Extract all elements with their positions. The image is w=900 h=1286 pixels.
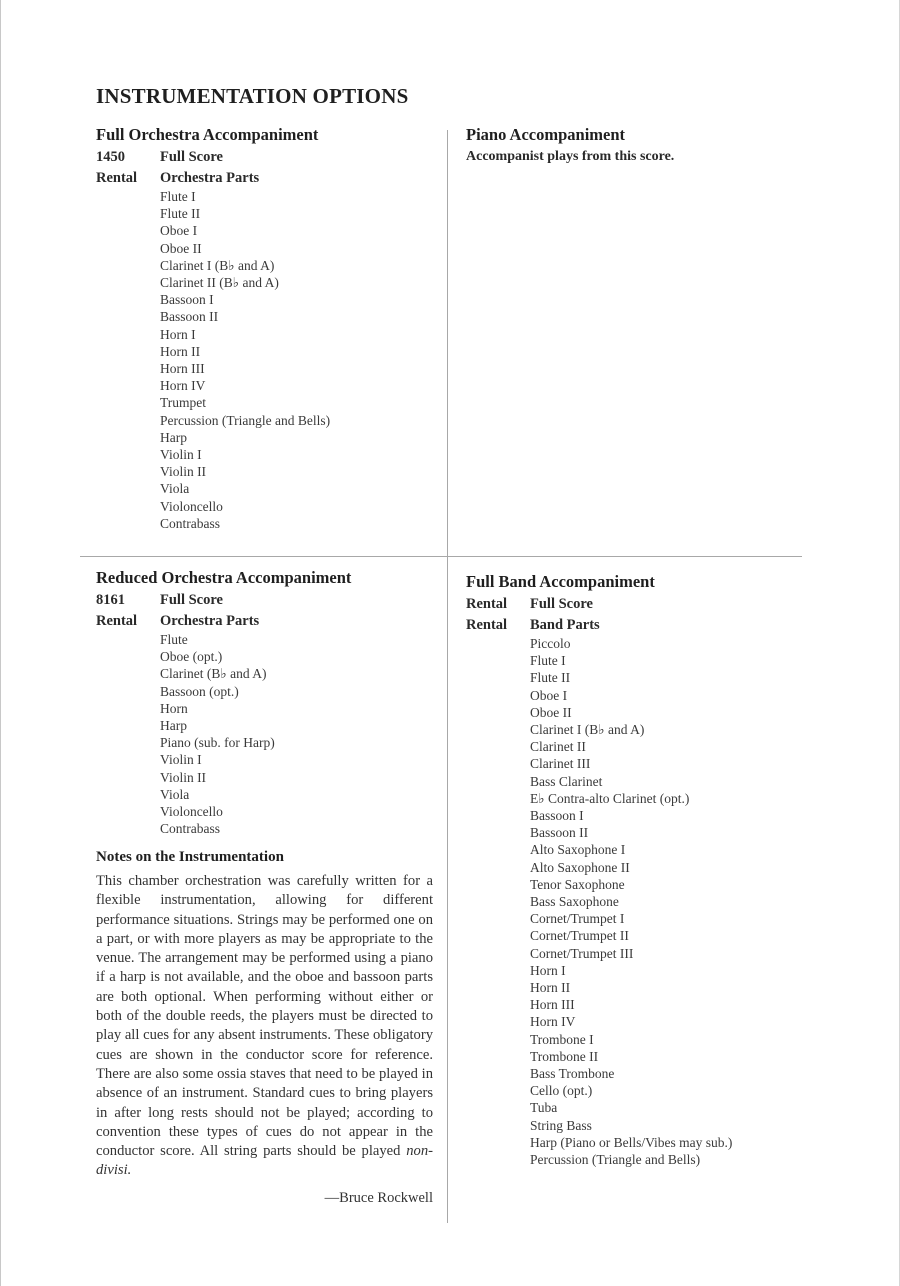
part-item: Cornet/Trumpet I: [530, 911, 625, 927]
item-code: 8161: [96, 592, 125, 608]
part-item: Violoncello: [160, 498, 223, 514]
notes-emphasis: non-divisi.: [96, 1143, 433, 1179]
part-item: Horn III: [160, 361, 205, 377]
part-item: Trombone I: [530, 1031, 594, 1047]
part-item: Clarinet I (B♭ and A): [530, 722, 645, 738]
parts-list: [96, 631, 351, 837]
item-code: Rental: [466, 617, 508, 633]
score-row: [96, 147, 330, 167]
part-item: Horn: [160, 700, 188, 716]
part-item: Horn I: [530, 962, 566, 978]
part-item: Oboe I: [160, 223, 198, 239]
part-item: Horn II: [160, 343, 201, 359]
page-title: INSTRUMENTATION OPTIONS: [96, 84, 409, 108]
part-item: Horn I: [160, 326, 196, 342]
part-item: Percussion (Triangle and Bells): [530, 1152, 701, 1168]
part-item: Flute I: [160, 189, 196, 204]
part-item: Bass Trombone: [530, 1066, 615, 1082]
item-label: Orchestra Parts: [160, 170, 260, 186]
parts-row: [466, 615, 732, 635]
part-item: Horn II: [530, 980, 571, 996]
part-item: Piccolo: [530, 636, 571, 651]
piano-section: [466, 124, 674, 167]
parts-row: [96, 168, 330, 188]
part-item: Violin I: [160, 752, 202, 768]
part-item: Flute II: [530, 670, 571, 686]
part-item: Bass Clarinet: [530, 773, 603, 789]
part-item: Oboe II: [530, 704, 572, 720]
part-item: Harp (Piano or Bells/Vibes may sub.): [530, 1134, 733, 1150]
notes-body: This chamber orchestration was carefully written for a flexible instrumentation, allowing for different performance situations. Strings may be performed one on a part, or with more players as may be appropriate to the venue. The arrangement may be performed using a piano if a harp is not available, and the oboe and bassoon parts are both optional. When performing without either or both of the double reeds, the players must be directed to play all cues for any absent instruments. These obligatory cues are shown in the conductor score for reference. There are also some ossia staves that need to be played in absence of an instrument. Standard cues to bring players in after long rests should not be played; according to convention these types of cues do not appear in the conductor score. All string parts should be played: [96, 873, 433, 1160]
item-label: Full Score: [530, 596, 593, 612]
reduced-orchestra-section: [96, 567, 351, 837]
part-item: Percussion (Triangle and Bells): [160, 412, 331, 428]
part-item: E♭ Contra-alto Clarinet (opt.): [530, 790, 690, 806]
part-item: Trumpet: [160, 395, 207, 411]
part-item: Bassoon II: [530, 825, 589, 841]
notes-section: [96, 846, 433, 1208]
part-item: Contrabass: [160, 821, 220, 837]
parts-list: [466, 635, 732, 1168]
item-label: Band Parts: [530, 617, 600, 633]
part-item: String Bass: [530, 1117, 592, 1133]
item-label: Full Score: [160, 592, 223, 608]
section-title: Reduced Orchestra Accompaniment: [96, 568, 352, 587]
part-item: Oboe I: [530, 687, 568, 703]
part-item: Trombone II: [530, 1048, 599, 1064]
row-divider: [80, 556, 802, 557]
part-item: Viola: [160, 481, 190, 497]
part-item: Clarinet II (B♭ and A): [160, 275, 279, 291]
part-item: Bassoon I: [160, 292, 214, 308]
full-orchestra-section: [96, 124, 330, 532]
part-item: Tenor Saxophone: [530, 876, 625, 892]
item-code: Rental: [96, 170, 138, 186]
part-item: Bass Saxophone: [530, 894, 619, 910]
item-label: Orchestra Parts: [160, 613, 260, 629]
notes-title: Notes on the Instrumentation: [96, 849, 284, 865]
part-item: Violin I: [160, 447, 202, 463]
column-divider: [447, 130, 448, 1223]
item-code: 1450: [96, 149, 125, 165]
parts-list: [96, 188, 330, 532]
part-item: Alto Saxophone II: [530, 859, 630, 875]
part-item: Cornet/Trumpet III: [530, 945, 634, 961]
part-item: Oboe II: [160, 240, 202, 256]
part-item: Clarinet (B♭ and A): [160, 666, 267, 682]
section-title: Full Band Accompaniment: [466, 572, 655, 591]
part-item: Horn III: [530, 997, 575, 1013]
part-item: Bassoon (opt.): [160, 683, 239, 699]
part-item: Violin II: [160, 769, 207, 785]
part-item: Flute I: [530, 653, 566, 669]
part-item: Harp: [160, 429, 187, 445]
item-label: Full Score: [160, 149, 223, 165]
part-item: Clarinet I (B♭ and A): [160, 257, 275, 273]
part-item: Horn IV: [530, 1014, 576, 1030]
attribution: —Bruce Rockwell: [324, 1189, 433, 1206]
part-item: Harp: [160, 718, 187, 734]
full-band-section: [466, 571, 732, 1168]
score-row: [466, 594, 732, 614]
part-item: Flute: [160, 632, 188, 647]
part-item: Bassoon II: [160, 309, 219, 325]
part-item: Contrabass: [160, 515, 220, 531]
part-item: Alto Saxophone I: [530, 842, 626, 858]
score-row: [96, 590, 351, 610]
part-item: Cornet/Trumpet II: [530, 928, 629, 944]
part-item: Cello (opt.): [530, 1083, 593, 1099]
part-item: Piano (sub. for Harp): [160, 735, 275, 751]
part-item: Violin II: [160, 464, 207, 480]
item-code: Rental: [466, 596, 508, 612]
part-item: Bassoon I: [530, 808, 584, 824]
part-item: Violoncello: [160, 804, 223, 820]
page-left-edge: [0, 0, 1, 1286]
part-item: Clarinet III: [530, 756, 591, 772]
part-item: Clarinet II: [530, 739, 586, 755]
part-item: Viola: [160, 786, 190, 802]
section-title: Piano Accompaniment: [466, 125, 626, 144]
part-item: Tuba: [530, 1100, 558, 1116]
part-item: Oboe (opt.): [160, 649, 223, 665]
parts-row: [96, 611, 351, 631]
part-item: Flute II: [160, 206, 201, 222]
section-description: Accompanist plays from this score.: [466, 149, 675, 164]
section-title: Full Orchestra Accompaniment: [96, 125, 319, 144]
notes-paragraph: [96, 872, 433, 1181]
part-item: Horn IV: [160, 378, 206, 394]
item-code: Rental: [96, 613, 138, 629]
